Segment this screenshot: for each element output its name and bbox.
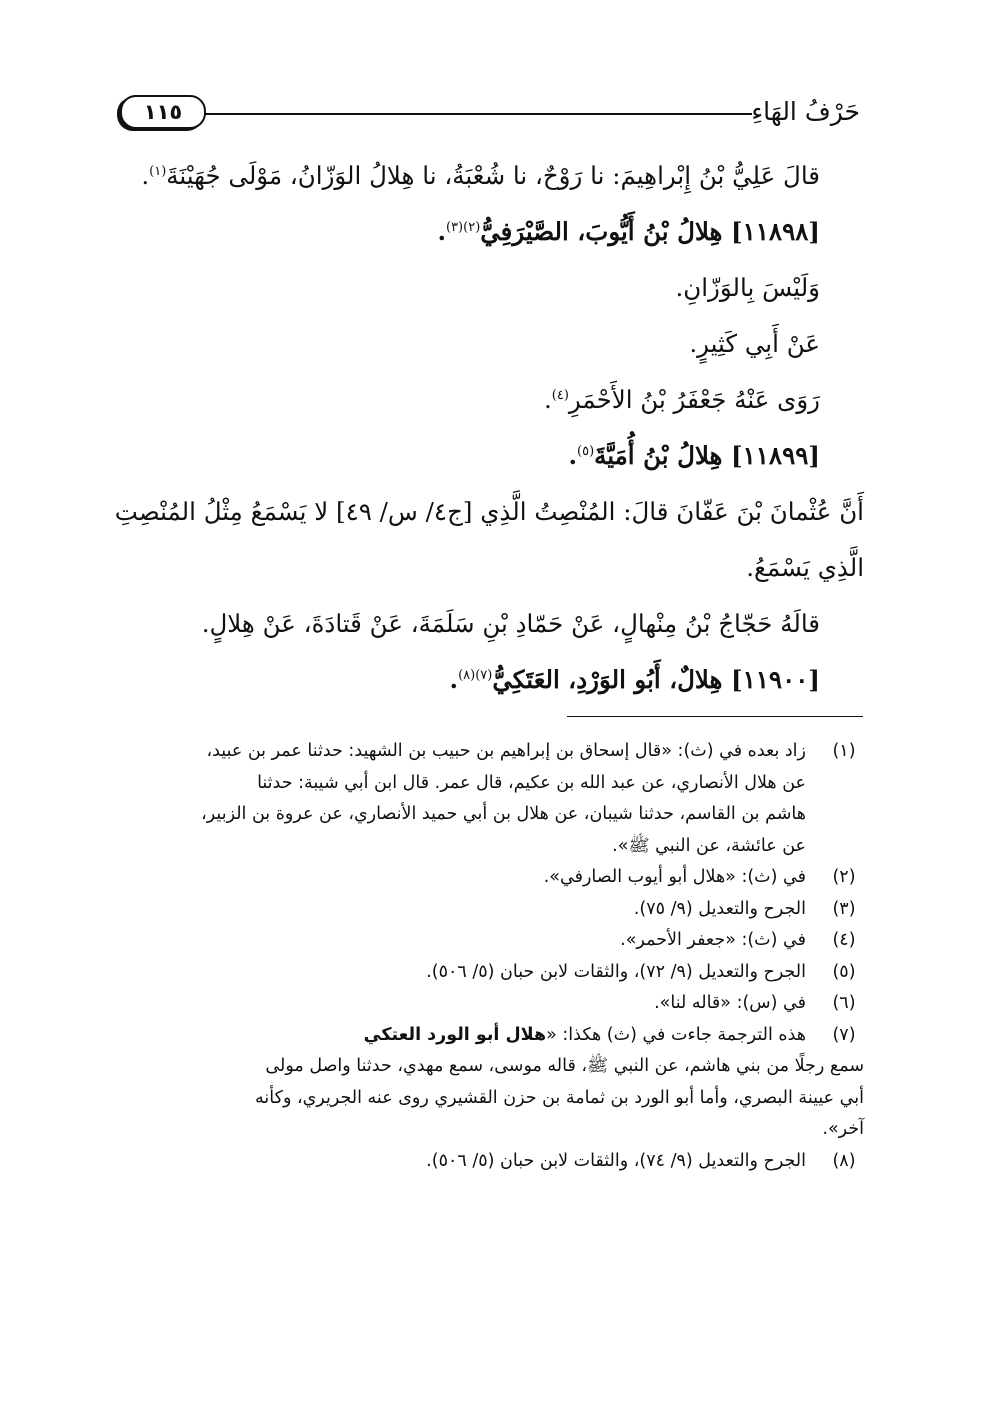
footnote-number: (٦) bbox=[832, 993, 856, 1013]
footnote-number: (١) bbox=[832, 741, 856, 761]
page-header bbox=[120, 92, 860, 132]
footnote-text: أبي عيينة البصري، وأما أبو الورد بن ثمامة بن حزن القشيري روى عنه الجريري، وكأنه bbox=[255, 1087, 864, 1108]
period: . bbox=[568, 441, 578, 470]
text-content: رَوَى عَنْهُ جَعْفَرُ بْنُ الأَحْمَرِ bbox=[568, 385, 820, 414]
main-text bbox=[112, 148, 864, 708]
footnote bbox=[112, 988, 864, 1020]
footnote-bold-text: هلال أبو الورد العتكي bbox=[363, 1024, 547, 1045]
entry-title: [١١٨٩٨] هِلالُ بْنُ أَيُّوبَ، الصَّيْرَفِيُّ bbox=[480, 217, 820, 246]
footnote-text: الجرح والتعديل (٩/ ٧٢)، والثقات لابن حبان (٥/ ٥٠٦). bbox=[426, 961, 806, 982]
footnote-number: (٢) bbox=[832, 867, 856, 887]
footnote bbox=[112, 1020, 864, 1146]
entry-heading bbox=[112, 204, 864, 260]
footnote-text: هاشم بن القاسم، حدثنا شيبان، عن هلال بن أبي حميد الأنصاري، عن عروة بن الزبير، bbox=[201, 804, 806, 824]
footnote bbox=[112, 925, 864, 957]
footnote-marker[interactable]: (٥) bbox=[577, 443, 595, 459]
header-rule bbox=[194, 113, 752, 115]
entry-heading bbox=[112, 652, 864, 708]
footnote-number: (٤) bbox=[832, 930, 856, 950]
text-line bbox=[112, 372, 864, 428]
footnote bbox=[112, 1146, 864, 1178]
footnote-text: الجرح والتعديل (٩/ ٧٤)، والثقات لابن حبان (٥/ ٥٠٦). bbox=[426, 1150, 806, 1171]
footnote-text: عن هلال الأنصاري، عن عبد الله بن عكيم، قال عمر. قال ابن أبي شيبة: حدثنا bbox=[257, 772, 806, 793]
footnote bbox=[112, 894, 864, 926]
footnote-marker[interactable]: (٧)(٨) bbox=[458, 667, 493, 683]
footnotes bbox=[112, 736, 864, 1177]
footnote-text: آخر». bbox=[822, 1119, 864, 1139]
footnote-number: (٣) bbox=[832, 898, 856, 919]
footnote bbox=[112, 862, 864, 894]
period: . bbox=[437, 217, 446, 246]
chapter-title: حَرْفُ الهَاءِ bbox=[751, 97, 860, 126]
period: . bbox=[449, 665, 459, 694]
text-line: وَلَيْسَ بِالوَزّانِ. bbox=[675, 273, 820, 302]
footnote bbox=[112, 957, 864, 989]
footnote-number: (٨) bbox=[832, 1150, 856, 1171]
footnote-number: (٥) bbox=[832, 961, 856, 982]
footnote-text-part: هذه الترجمة جاءت في (ث) هكذا: « bbox=[546, 1024, 806, 1045]
page-number-badge: ١١٥ bbox=[120, 95, 206, 129]
text-content: قالَ عَلِيُّ بْنُ إِبْراهِيمَ: نا رَوْحٌ، نا شُعْبَةُ، نا هِلالُ الوَزّانُ، مَوْلَى جُهَيْنَةَ bbox=[166, 161, 820, 190]
footnote-text: في (ث): «هلال أبو أيوب الصارفي». bbox=[543, 867, 806, 887]
entry-title: [١١٨٩٩] هِلالُ بْنُ أُمَيَّةَ bbox=[594, 441, 820, 470]
footnote-marker[interactable]: (٢)(٣) bbox=[445, 219, 481, 235]
footnote-text: الجرح والتعديل (٩/ ٧٥). bbox=[633, 898, 806, 919]
text-line bbox=[112, 148, 864, 204]
period: . bbox=[141, 161, 150, 190]
footnote-separator bbox=[567, 716, 863, 717]
footnote-number: (٧) bbox=[832, 1024, 856, 1045]
text-line: أَنَّ عُثْمانَ بْنَ عَفّانَ قالَ: المُنْصِتُ الَّذِي [ج٤/ س/ ٤٩] لا يَسْمَعُ مِثْلُ المُنْصِتِ bbox=[114, 497, 864, 526]
footnote bbox=[112, 736, 864, 862]
footnote-marker[interactable]: (٤) bbox=[551, 387, 569, 403]
footnote-marker[interactable]: (١) bbox=[149, 163, 167, 179]
period: . bbox=[543, 385, 552, 414]
footnote-text: عن عائشة، عن النبي ﷺ». bbox=[612, 835, 806, 856]
footnote-text: زاد بعده في (ث): «قال إسحاق بن إبراهيم بن حبيب بن الشهيد: حدثنا عمر بن عبيد، bbox=[206, 741, 806, 761]
entry-heading bbox=[112, 428, 864, 484]
entry-title: [١١٩٠٠] هِلالٌ، أَبُو الوَرْدِ، العَتَكِيُّ bbox=[492, 665, 820, 694]
footnote-text: في (س): «قاله لنا». bbox=[654, 993, 806, 1013]
footnote-text bbox=[112, 1020, 806, 1052]
text-line: الَّذِي يَسْمَعُ. bbox=[746, 553, 864, 582]
text-line: عَنْ أَبِي كَثِيرٍ. bbox=[689, 329, 820, 358]
footnote-text: سمع رجلًا من بني هاشم، عن النبي ﷺ، قاله موسى، سمع مهدي، حدثنا واصل مولى bbox=[265, 1056, 864, 1076]
text-line: قالَهُ حَجّاجُ بْنُ مِنْهالٍ، عَنْ حَمّادِ بْنِ سَلَمَةَ، عَنْ قَتادَةَ، عَنْ هِلالٍ. bbox=[201, 609, 820, 638]
footnote-text: في (ث): «جعفر الأحمر». bbox=[620, 930, 806, 950]
